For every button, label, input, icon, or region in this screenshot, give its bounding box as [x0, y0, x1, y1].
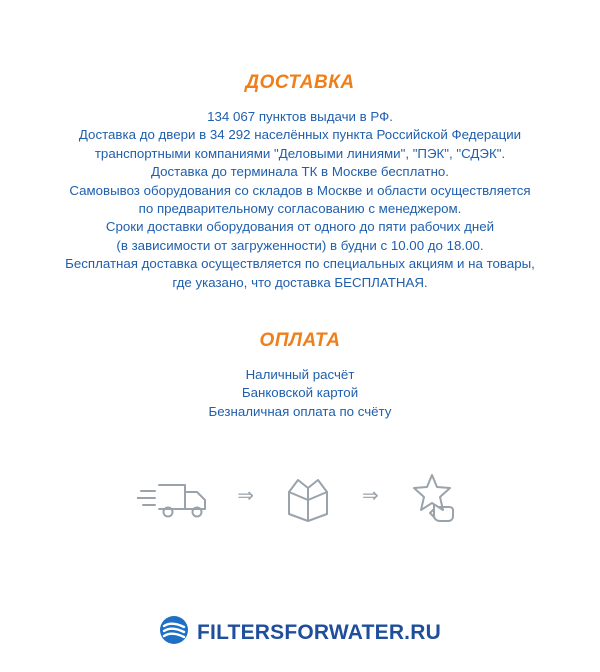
payment-text-block — [0, 366, 600, 421]
delivery-line: Бесплатная доставка осуществляется по специальных акциям и на товары, — [65, 256, 535, 272]
delivery-line: по предварительному согласованию с менеджером. — [138, 201, 462, 217]
open-box-icon — [276, 470, 340, 524]
payment-line: Банковской картой — [241, 385, 359, 401]
delivery-truck-icon — [137, 471, 215, 523]
payment-line: Наличный расчёт — [245, 367, 355, 383]
delivery-section-title: ДОСТАВКА — [245, 72, 355, 93]
arrow-right-icon: ⇒ — [362, 485, 379, 508]
rating-stars-hand-icon — [401, 469, 463, 525]
payment-section-title: ОПЛАТА — [259, 330, 341, 352]
arrow-right-icon: ⇒ — [237, 485, 254, 508]
delivery-line: транспортными компаниями "Деловыми линиями", "ПЭК", "СДЭК". — [94, 145, 506, 161]
delivery-line: 134 067 пунктов выдачи в РФ. — [207, 109, 393, 124]
delivery-line: Доставка до терминала ТК в Москве бесплатно. — [150, 164, 450, 180]
site-logo-text: FILTERSFORWATER.RU — [197, 620, 441, 644]
delivery-line: Сроки доставки оборудования от одного до пяти рабочих дней — [105, 219, 495, 235]
delivery-text-block — [0, 108, 600, 292]
delivery-line: (в зависимости от загруженности) в будни с 10.00 до 18.00. — [116, 237, 484, 253]
payment-line: Безналичная оплата по счёту — [208, 403, 392, 419]
delivery-line: где указано, что доставка БЕСПЛАТНАЯ. — [172, 274, 428, 290]
site-logo[interactable] — [0, 615, 600, 650]
process-icons-row — [0, 469, 600, 525]
page-root — [0, 72, 600, 672]
delivery-line: Самовывоз оборудования со складов в Москве и области осуществляется — [69, 182, 531, 198]
delivery-line: Доставка до двери в 34 292 населённых пункта Российской Федерации — [78, 127, 522, 143]
swirl-water-logo-icon — [159, 615, 189, 650]
